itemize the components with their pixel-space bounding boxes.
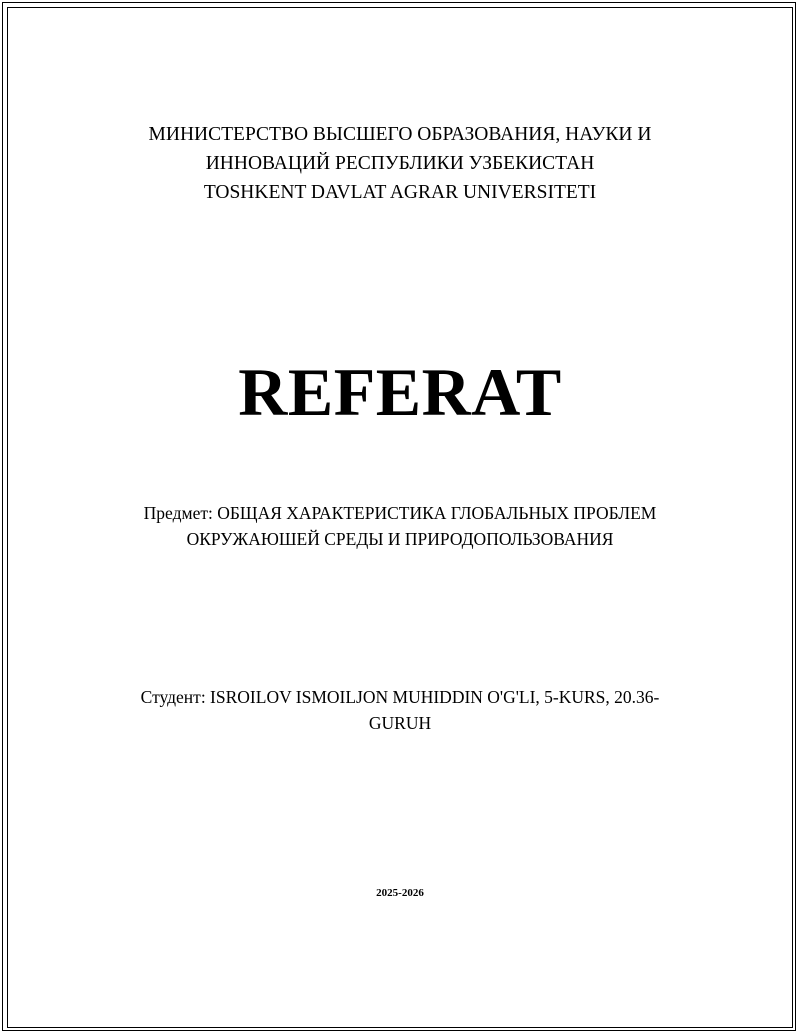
subject-line-2: ОКРУЖАЮШЕЙ СРЕДЫ И ПРИРОДОПОЛЬЗОВАНИЯ: [186, 529, 614, 549]
document-title: REFERAT: [238, 354, 562, 430]
subject-line-1: Предмет: ОБЩАЯ ХАРАКТЕРИСТИКА ГЛОБАЛЬНЫХ ПРОБЛЕМ: [143, 503, 657, 523]
academic-year: 2025-2026: [376, 887, 424, 899]
university-name: TOSHKENT DAVLAT AGRAR UNIVERSITETI: [203, 182, 597, 203]
ministry-line-1: МИНИСТЕРСТВО ВЫСШЕГО ОБРАЗОВАНИЯ, НАУКИ И: [148, 124, 652, 145]
institution-header: [0, 120, 800, 207]
ministry-line-2: ИННОВАЦИЙ РЕСПУБЛИКИ УЗБЕКИСТАН: [205, 153, 595, 174]
student-block: [0, 684, 800, 736]
student-line-1: Студент: ISROILOV ISMOILJON MUHIDDIN O'G'LI, 5-KURS, 20.36-: [140, 687, 660, 707]
subject-block: [0, 500, 800, 552]
student-line-2: GURUH: [368, 713, 432, 733]
